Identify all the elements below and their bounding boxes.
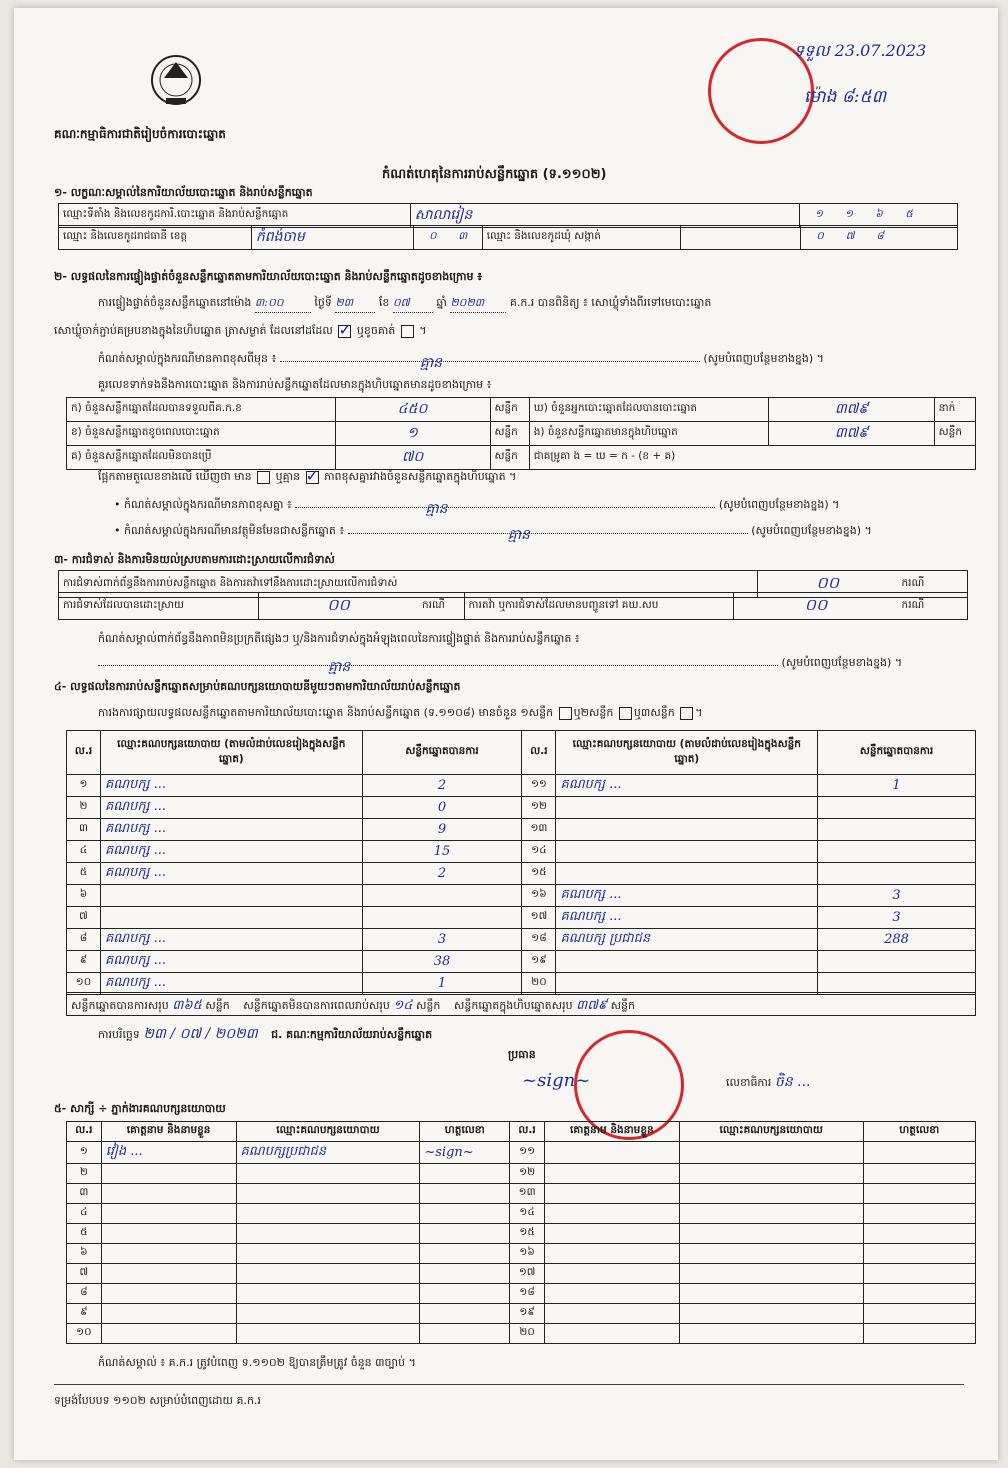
complaints-resolved: ០០ (258, 593, 418, 620)
row-number: ១៩ (510, 1304, 545, 1324)
witness-name (544, 1164, 679, 1184)
vote-count: 0 (362, 797, 522, 819)
party-name: គណបក្ស ... (100, 841, 362, 863)
witness-name (544, 1224, 679, 1244)
polling-station-value: សាលារៀន (410, 204, 799, 228)
row-number: ៤ (67, 1204, 102, 1224)
total-unused-value: ១៤ (393, 998, 413, 1013)
vote-count (362, 907, 522, 929)
total-votes-value: ៣៦៥ (172, 998, 202, 1013)
table-row (67, 1164, 976, 1184)
party-name: គណបក្ស ... (100, 797, 362, 819)
witness-name (544, 1204, 679, 1224)
table-row (67, 885, 976, 907)
witness-party (679, 1224, 863, 1244)
row-number: ៩ (67, 951, 101, 973)
province-code: ០ ៣ (413, 226, 482, 250)
total-box-value: ៣៧៩ (576, 998, 608, 1013)
witness-signature (420, 1244, 510, 1264)
witness-name (101, 1264, 236, 1284)
vote-count (818, 841, 976, 863)
row-number: ១៤ (510, 1204, 545, 1224)
witness-party (679, 1304, 863, 1324)
witness-name (544, 1184, 679, 1204)
party-name: គណបក្ស ... (100, 929, 362, 951)
witness-signature (863, 1204, 975, 1224)
witness-party (236, 1204, 420, 1224)
witness-party (236, 1324, 420, 1344)
code-line: លេខាធិការ ចិន ... (726, 1074, 811, 1090)
vote-count: 288 (818, 929, 976, 951)
witness-signature (863, 1304, 975, 1324)
complaints-table: ការជំទាស់ពាក់ព័ន្ធនឹងការរាប់សន្លឹកឆ្នោត និងការតវ៉ាទៅនឹងការដោះស្រាយលើការជំទាស់ ០០ ករណី (58, 570, 968, 598)
row-number: ១៩ (522, 951, 556, 973)
row-number: ១៨ (522, 929, 556, 951)
witness-signature (420, 1304, 510, 1324)
seal-intact-checkbox (338, 325, 351, 338)
witness-name (101, 1184, 236, 1204)
section2-heading: ២- លទ្ធផលនៃការផ្ទៀងផ្ទាត់ចំនួនសន្លឹកឆ្នោតតាមការិយាល័យបោះឆ្នោត និងរាប់សន្លឹកឆ្នោតដូចខាងក្រោម ៖ (54, 270, 483, 283)
row-number: ៩ (67, 1304, 102, 1324)
witness-name: វៀង ... (101, 1142, 236, 1164)
witness-signature (420, 1284, 510, 1304)
witness-party (679, 1184, 863, 1204)
table-row (67, 841, 976, 863)
witness-party (679, 1244, 863, 1264)
witness-name (101, 1304, 236, 1324)
row-number: ២ (67, 797, 101, 819)
section1-table-row2 (58, 225, 958, 250)
row-number: ១៧ (510, 1264, 545, 1284)
witness-signature: ~sign~ (420, 1142, 510, 1164)
witness-party (236, 1264, 420, 1284)
witness-name (101, 1284, 236, 1304)
table-row (67, 1224, 976, 1244)
witness-signature (863, 1284, 975, 1304)
table-row (67, 863, 976, 885)
party-name: គណបក្ស ... (556, 885, 818, 907)
section5-heading: ៥- សាក្សី ÷ ភ្នាក់ងារគណបក្សនយោបាយ (54, 1102, 226, 1115)
vote-count: 3 (362, 929, 522, 951)
no-discrepancy-checkbox (306, 471, 319, 484)
table-row (67, 1284, 976, 1304)
vote-count: 9 (362, 819, 522, 841)
witness-party (236, 1244, 420, 1264)
ballots-unused-value: ៧០ (335, 446, 490, 470)
witness-name (101, 1244, 236, 1264)
table-row (67, 1244, 976, 1264)
party-name (556, 841, 818, 863)
form-title: កំណត់ហេតុនៃការរាប់សន្លឹកឆ្នោត (ទ.១១០២) (382, 167, 607, 182)
row-number: ២០ (522, 973, 556, 995)
voters-value: ៣៧៩ (769, 398, 934, 422)
ballots-received-value: ៤៥០ (335, 398, 490, 422)
table-row (67, 929, 976, 951)
party-name (100, 907, 362, 929)
seal-broken-checkbox (401, 325, 414, 338)
row-number: ៦ (67, 885, 101, 907)
section3-heading: ៣- ការជំទាស់ និងការមិនយល់ស្របតាមការដោះស្រាយលើការជំទាស់ (54, 553, 335, 566)
section3-note: កំណត់សម្គាល់ពាក់ព័ន្ធនឹងភាពមិនប្រក្រតីផ្សេងៗ ឬ/និងការជំទាស់ក្នុងអំឡុងពេលនៃការផ្ទៀងផ្ទាត់ និងការរាប់សន្លឹកឆ្នោត ៖ (98, 632, 580, 645)
party-name (556, 797, 818, 819)
footer-divider (54, 1384, 964, 1385)
row-number: ១១ (522, 775, 556, 797)
witness-name (544, 1324, 679, 1344)
row-number: ១៣ (510, 1184, 545, 1204)
party-name: គណបក្ស ... (100, 973, 362, 995)
commune-value (681, 226, 801, 250)
section1-heading: ១- លក្ខណៈសម្គាល់នៃការិយាល័យបោះឆ្នោត និងរាប់សន្លឹកឆ្នោត (54, 186, 313, 199)
document-page (14, 8, 998, 1460)
row-number: ៧ (67, 1264, 102, 1284)
witness-name (544, 1244, 679, 1264)
party-name: គណបក្ស ... (100, 951, 362, 973)
witness-signature (863, 1164, 975, 1184)
witness-party (679, 1164, 863, 1184)
row-number: ៦ (67, 1244, 102, 1264)
section4-heading: ៤- លទ្ធផលនៃការរាប់សន្លឹកឆ្នោតសម្រាប់គណបក្សនយោបាយនីមួយៗតាមការិយាល័យរាប់សន្លឹកឆ្នោត (54, 680, 461, 693)
witness-party (679, 1284, 863, 1304)
witness-signature (420, 1224, 510, 1244)
vote-count: 2 (362, 775, 522, 797)
row-number: ១១ (510, 1142, 545, 1164)
received-time: ម៉ោង ៨:៥៣ (804, 87, 887, 107)
party-results-table: ល.រ ឈ្មោះគណបក្សនយោបាយ (តាមលំដាប់លេខរៀងក្នុងសន្លឹកឆ្នោត) សន្លឹកឆ្នោតបានការ ល.រ ឈ្មោះគណបក្សនយោបាយ (តាមលំដាប់លេខរៀងក្នុងសន្លឹកឆ្នោត) សន្លឹកឆ្នោតបានការ ១ គណបក្ស ... 2 ១១ គណបក្ស ... 1 ២ គណបក្ស ... 0 ១២ ៣ គណបក្ស ... 9 ១៣ ៤ គណបក្ស ... 15 ១៤ ៥ គណបក្ស ... 2 ១៥ ៦ ១៦ គណបក្ស ... 3 ៧ ១៧ គណបក្ស ... 3 ៨ គណបក្ស ... 3 ១៨ គណបក្ស ប្រជាជន 288 ៩ គណបក្ស ... 38 ១៩ ១០ គណបក្ស ... 1 ២០ (66, 730, 976, 995)
witness-signature (863, 1142, 975, 1164)
completion-date: ២៣ / ០៧ / ២០២៣ (143, 1026, 258, 1042)
witness-signature (863, 1324, 975, 1344)
vote-count: 3 (818, 885, 976, 907)
table-row (67, 951, 976, 973)
witness-name (101, 1204, 236, 1224)
witness-signature (420, 1164, 510, 1184)
footnote: កំណត់សម្គាល់ ៖ គ.ក.រ ត្រូវបំពេញ ទ.១១០២ ឱ្យបានត្រឹមត្រូវ ចំនួន ៣ច្បាប់ ។ (98, 1356, 416, 1369)
witness-party (679, 1264, 863, 1284)
witness-name (101, 1224, 236, 1244)
party-name: គណបក្ស ... (556, 907, 818, 929)
section2-intro: គួរលេខទាក់ទងនឹងការបោះឆ្នោត និងការរាប់សន្លឹកឆ្នោតដែលមានក្នុងហិបឆ្នោតមានដូចខាងក្រោម ៖ (98, 378, 492, 391)
witness-party (679, 1142, 863, 1164)
witness-name (544, 1284, 679, 1304)
row-number: ៥ (67, 863, 101, 885)
table-row (67, 797, 976, 819)
section2-discrepancy: ផ្អែកតាមតួលេខខាងលើ ឃើញថា មាន ឬគ្មាន ✓ ភាពខុសគ្នារវាងចំនួនសន្លឹកឆ្នោតក្នុងហិបឆ្នោត ។ (98, 470, 516, 486)
section4-intro: ការងការផ្សាយលទ្ធផលសន្លឹកឆ្នោតតាមការិយាល័យបោះឆ្នោត និងរាប់សន្លឹកឆ្នោត (ទ.១១០៨) មានចំនួន ១សន្លឹក ឬ២សន្លឹក ឬ៣សន្លឹក ។ (98, 706, 703, 719)
vote-count: 15 (362, 841, 522, 863)
witness-name (101, 1324, 236, 1344)
completion-date-line: ការបរិច្ឆេទ ២៣ / ០៧ / ២០២៣ ជ. គណៈកម្មការិយាល័យរាប់សន្លឹកឆ្នោត (98, 1026, 433, 1042)
table-row (67, 819, 976, 841)
party-name: គណបក្ស ប្រជាជន (556, 929, 818, 951)
vote-count: 38 (362, 951, 522, 973)
note-objects: • កំណត់សម្គាល់ក្នុងករណីមានវត្ថុមិនមែនជាសន្លឹកឆ្នោត ៖ គ្មាន (សូមបំពេញបន្ថែមខាងខ្នង) ។ (114, 524, 872, 543)
has-discrepancy-checkbox (257, 471, 270, 484)
vote-count (818, 863, 976, 885)
chairman-signature: ~sign~ (522, 1070, 591, 1091)
footer-text: ទម្រង់បែបបទ ១១០២ សម្រាប់បំពេញដោយ គ.ក.រ (54, 1394, 261, 1407)
table-row (67, 1142, 976, 1164)
witness-party (236, 1184, 420, 1204)
witness-party (236, 1304, 420, 1324)
witness-name (544, 1264, 679, 1284)
row-number: ៣ (67, 1184, 102, 1204)
table-row (67, 1204, 976, 1224)
row-number: ១៨ (510, 1284, 545, 1304)
row-number: ២០ (510, 1324, 545, 1344)
row-number: ៤ (67, 841, 101, 863)
row-number: ១៥ (510, 1224, 545, 1244)
polling-station-label: ឈ្មោះទីតាំង និងលេខកូដការិ.បោះឆ្នោត និងរាប់សន្លឹកឆ្នោត (59, 204, 411, 228)
row-number: ១២ (522, 797, 556, 819)
party-name: គណបក្ស ... (100, 819, 362, 841)
verify-time: ៣:០០ (255, 296, 311, 313)
totals-row: សន្លឹកឆ្នោតបានការសរុប ៣៦៥ សន្លឹក សន្លឹកឆ្នោតមិនបានការពេលរាប់សរុប ១៤ សន្លឹក សន្លឹកឆ្នោតក្នុងហិបឆ្នោតសរុប ៣៧៩ សន្លឹក (66, 992, 976, 1016)
party-name (556, 951, 818, 973)
ballots-in-box-value: ៣៧៩ (769, 422, 934, 446)
section2-text1: ការផ្ទៀងផ្ទាត់ចំនួនសន្លឹកឆ្នោតនៅម៉ោង ៣:០០ ថ្ងៃទី ២៣ ខែ ០៧ ឆ្នាំ ២០២៣ គ.ក.រ បានពិនិត្យ ៖ សោឃ្លុំទាំងពីរទៅមេបោះឆ្នោត (98, 296, 711, 313)
commune-code: ០ ៧ ៨ (801, 226, 958, 250)
row-number: ៨ (67, 929, 101, 951)
table-row (67, 907, 976, 929)
complaints-sent: ០០ (734, 593, 898, 620)
row-number: ១២ (510, 1164, 545, 1184)
section2-note: កំណត់សម្គាល់ក្នុងករណីមានភាពខុសពីមុន ៖ គ្មាន (សូមបំពេញបន្ថែមខាងខ្នង) ។ (98, 352, 824, 371)
row-number: ៣ (67, 819, 101, 841)
witness-party (679, 1204, 863, 1224)
received-date: ទទួល 23.07.2023 (794, 41, 927, 60)
row-number: ១៦ (510, 1244, 545, 1264)
table-row (67, 775, 976, 797)
witness-signature (420, 1324, 510, 1344)
witness-signature (420, 1264, 510, 1284)
committee-name: គណៈកម្មាធិការជាតិរៀបចំការបោះឆ្នោត (54, 127, 226, 141)
witness-name (544, 1304, 679, 1324)
witness-name (101, 1164, 236, 1184)
row-number: ១៤ (522, 841, 556, 863)
witness-table: ល.រ គោត្តនាម និងនាមខ្លួន ឈ្មោះគណបក្សនយោបាយ ហត្ថលេខា ល.រ គោត្តនាម និងនាមខ្លួន ឈ្មោះគណបក្សនយោបាយ ហត្ថលេខា ១ វៀង ... គណបក្សប្រជាជន ~sign~ ១១ ២ ១២ ៣ ១៣ ៤ ១៤ ៥ ១៥ ៦ ១៦ ៧ ១៧ ៨ ១៨ ៩ ១៩ ១០ ២០ (66, 1121, 976, 1344)
witness-party (679, 1324, 863, 1344)
witness-party (236, 1284, 420, 1304)
witness-name (544, 1142, 679, 1164)
vote-count (362, 885, 522, 907)
row-number: ១ (67, 775, 101, 797)
party-name (556, 863, 818, 885)
witness-party (236, 1164, 420, 1184)
vote-count: 1 (818, 775, 976, 797)
table-row (67, 1264, 976, 1284)
row-number: ២ (67, 1164, 102, 1184)
row-number: ១០ (67, 973, 101, 995)
section3-note-line: គ្មាន (សូមបំពេញបន្ថែមខាងខ្នង) ។ (98, 656, 902, 672)
vote-count: 2 (362, 863, 522, 885)
province-label: ឈ្មោះ និងលេខកូដរាជធានី ខេត្ត (59, 226, 252, 250)
complaints-table-row2: ការជំទាស់ដែលបានដោះស្រាយ ០០ ករណី ការតវ៉ា ឬការជំទាស់ដែលមានបញ្ជូនទៅ គឃ.សប ០០ ករណី (58, 592, 968, 620)
province-value: កំពង់ចាម (251, 226, 413, 250)
witness-signature (863, 1184, 975, 1204)
vote-count (818, 797, 976, 819)
party-name (556, 819, 818, 841)
witness-signature (863, 1264, 975, 1284)
royal-emblem-icon (144, 48, 208, 118)
party-name (100, 885, 362, 907)
table-row (67, 1324, 976, 1344)
row-number: ១៣ (522, 819, 556, 841)
chairman-label: ប្រធាន (508, 1048, 536, 1061)
witness-party (236, 1224, 420, 1244)
vote-count: 3 (818, 907, 976, 929)
table-row (67, 1304, 976, 1324)
station-code: ១ ១ ៦ ៥ (800, 204, 958, 228)
vote-count: 1 (362, 973, 522, 995)
vote-count (818, 819, 976, 841)
ballots-spoiled-value: ១ (335, 422, 490, 446)
witness-signature (420, 1204, 510, 1224)
party-name: គណបក្ស ... (100, 775, 362, 797)
witness-signature (863, 1244, 975, 1264)
section2-text2: សោឃ្លុំចាក់ភ្ជាប់គម្របខាងក្នុងនៃហិបឆ្នោត ត្រាសម្ងាត់ ដែលនៅដដែល ✓ ឬខូចគាត់ ។ (54, 324, 427, 340)
row-number: ៧ (67, 907, 101, 929)
table-row (67, 1184, 976, 1204)
party-name: គណបក្ស ... (100, 863, 362, 885)
row-number: ១ (67, 1142, 102, 1164)
party-name: គណបក្ស ... (556, 775, 818, 797)
complaints-count: ០០ (758, 571, 898, 598)
row-number: ១៧ (522, 907, 556, 929)
witness-signature (420, 1184, 510, 1204)
witness-signature (863, 1224, 975, 1244)
row-number: ៨ (67, 1284, 102, 1304)
ballot-count-table: ក) ចំនួនសន្លឹកឆ្នោតដែលបានទទួលពីគ.ក.ខ ៤៥០ សន្លឹក ឃ) ចំនួនអ្នកបោះឆ្នោតដែលបានបោះឆ្នោត ៣៧៩ នាក់ ខ) ចំនួនសន្លឹកឆ្នោតខូចពេលបោះឆ្នោត ១ សន្លឹក ង) ចំនួនសន្លឹកឆ្នោតមានក្នុងហិបឆ្នោត ៣៧៩ សន្លឹក គ) ចំនួនសន្លឹកឆ្នោតដែលមិនបានប្រើ ៧០ សន្លឹក ជាគម្រូគា ង = ឃ = ក - (ខ + គ) (66, 397, 976, 470)
vote-count (818, 951, 976, 973)
witness-party: គណបក្សប្រជាជន (236, 1142, 420, 1164)
row-number: ១០ (67, 1324, 102, 1344)
row-number: ១៦ (522, 885, 556, 907)
row-number: ៥ (67, 1224, 102, 1244)
note-discrepancy: • កំណត់សម្គាល់ក្នុងករណីមានភាពខុសគ្នា ៖ គ្មាន (សូមបំពេញបន្ថែមខាងខ្នង) ។ (114, 498, 840, 517)
row-number: ១៥ (522, 863, 556, 885)
commune-label: ឈ្មោះ និងលេខកូដឃុំ សង្កាត់ (482, 226, 681, 250)
